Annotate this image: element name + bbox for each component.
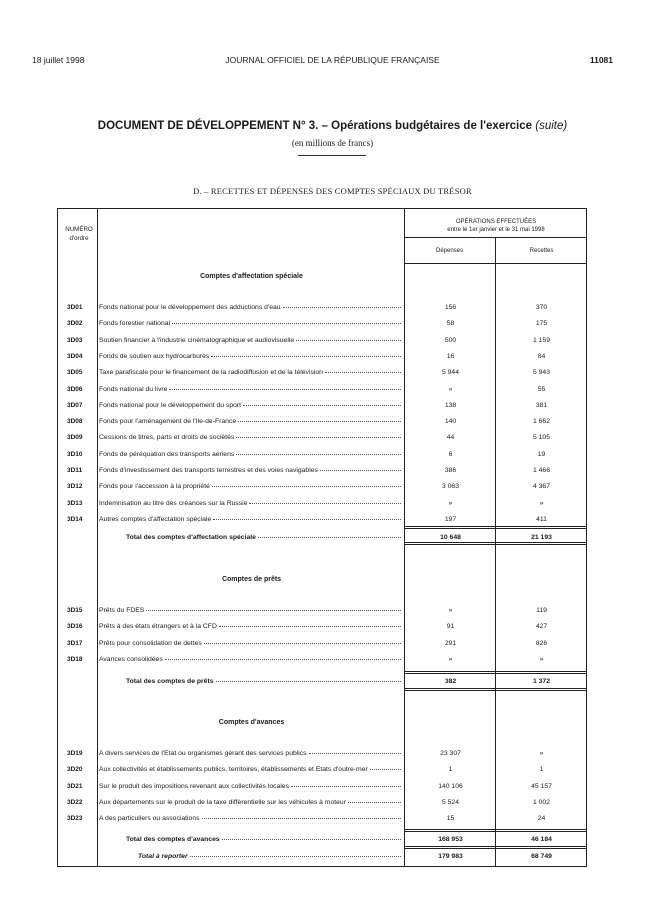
row-recettes: 24 [537, 815, 546, 823]
row-label-text: Cessions de titres, parts et droits de sociétés [99, 434, 235, 442]
row-label [99, 783, 402, 790]
row-recettes: 4 367 [532, 483, 550, 491]
row-code: 3D23 [67, 815, 83, 823]
row-label [99, 402, 402, 409]
column-header-operations [404, 218, 588, 234]
row-recettes: 19 [537, 450, 546, 458]
row-label [99, 451, 402, 458]
row-label-text: Fonds national pour le développement des adductions d'eau [99, 304, 281, 311]
row-depenses: » [448, 655, 453, 663]
table-row [58, 815, 588, 827]
accounts-table [57, 208, 587, 867]
row-recettes: 826 [535, 639, 548, 647]
total-row-prets [58, 678, 588, 690]
leader-dots [243, 402, 401, 406]
row-label-text: A des particuliers ou associations [99, 815, 200, 823]
row-depenses: 58 [446, 320, 455, 328]
leader-dots [219, 623, 401, 627]
total-row-affectation [58, 534, 588, 546]
unit-note: (en millions de francs) [291, 138, 374, 148]
group-heading-prets: Comptes de prêts [221, 576, 282, 583]
table-row [58, 418, 588, 430]
row-label-text: Fonds de soutien aux hydrocarbures [99, 352, 210, 360]
header-page-number: 11081 [589, 55, 613, 65]
total-rule [404, 671, 586, 672]
total-label-text: Total des comptes d'affectation spéciale [126, 534, 256, 541]
leader-dots [249, 500, 401, 504]
row-depenses: 6 [448, 450, 453, 458]
leader-dots [222, 836, 401, 840]
row-label [99, 607, 402, 614]
row-label-text: Fonds national pour le développement du sport [99, 401, 242, 409]
table-row [58, 623, 588, 635]
row-label [99, 320, 402, 327]
table-row [58, 656, 588, 668]
row-code: 3D19 [67, 750, 83, 757]
row-depenses: 500 [444, 336, 457, 344]
leader-dots [172, 320, 401, 324]
row-code: 3D06 [67, 385, 83, 393]
document-title-text: DOCUMENT DE DÉVELOPPEMENT N° 3. – Opérations budgétaires de l'exercice [97, 120, 533, 132]
report-depenses: 179 983 [438, 853, 463, 860]
total-rule [404, 528, 586, 529]
leader-dots [146, 607, 401, 611]
header-date: 18 juillet 1998 [32, 55, 85, 65]
row-label [99, 467, 402, 474]
leader-dots [165, 656, 401, 660]
row-depenses: 16 [446, 352, 455, 360]
leader-dots [283, 304, 401, 308]
row-label-text: Fonds d'investissement des transports terrestres et des voies navigables [99, 467, 318, 474]
row-label [99, 434, 402, 441]
table-row [58, 451, 588, 463]
row-label-text: Prêts du FDES [99, 607, 145, 614]
total-label-text: Total des comptes de prêts [126, 678, 214, 685]
row-depenses: 291 [444, 639, 457, 647]
row-label-text: Aux collectivités et établissements publics, territoires, établissements et États d'outre-mer [99, 766, 368, 774]
row-depenses: » [448, 499, 453, 507]
row-label-text: Fonds pour l'aménagement de l'Ile-de-France [99, 418, 237, 426]
row-depenses: 138 [444, 401, 457, 409]
row-label-text: Fonds forestier national [99, 320, 171, 328]
row-label-text: A divers services de l'Etat ou organismes gérant des services publics [99, 750, 307, 757]
leader-dots [211, 353, 401, 357]
leader-dots [236, 434, 401, 438]
leader-dots [370, 766, 401, 770]
row-code: 3D13 [67, 499, 83, 507]
leader-dots [204, 640, 401, 644]
row-label [99, 766, 402, 773]
group-heading-avances: Comptes d'avances [218, 719, 285, 726]
table-row [58, 607, 588, 619]
row-depenses: 5 944 [441, 369, 459, 377]
row-recettes: 5 105 [532, 434, 550, 442]
total-rule [404, 673, 586, 674]
report-recettes: 68 749 [531, 853, 552, 860]
total-label [126, 836, 402, 843]
total-rule [404, 829, 586, 830]
total-rule [404, 690, 586, 691]
row-label [99, 656, 402, 663]
table-row [58, 799, 588, 811]
row-code: 3D05 [67, 369, 83, 377]
total-depenses: 168 953 [438, 836, 463, 843]
row-recettes: 1 002 [532, 798, 550, 806]
leader-dots [169, 386, 401, 390]
table-row [58, 353, 588, 365]
row-label [99, 815, 402, 822]
row-label [99, 418, 402, 425]
row-depenses: » [448, 385, 453, 393]
total-a-reporter-row [58, 853, 588, 865]
row-label-text: Autres comptes d'affectation spéciale [99, 515, 212, 523]
total-rule [404, 526, 586, 527]
header-divider [404, 263, 586, 264]
leader-dots [212, 483, 401, 487]
report-label [138, 853, 402, 860]
row-code: 3D15 [67, 607, 83, 614]
row-recettes: 119 [536, 607, 547, 614]
row-code: 3D03 [67, 336, 83, 344]
row-recettes: 427 [535, 623, 548, 631]
row-label-text: Taxe parafiscale pour le financement de la radiodiffusion et de la télévision [99, 369, 323, 377]
header-divider [404, 237, 586, 238]
table-row [58, 320, 588, 332]
row-recettes: 55 [537, 385, 546, 393]
row-recettes: » [539, 655, 544, 663]
row-depenses: 91 [446, 623, 455, 631]
row-depenses: » [448, 607, 453, 614]
row-recettes: » [539, 499, 544, 507]
row-label-text: Soutien financier à l'industrie cinématographique et audiovisuelle [99, 336, 295, 344]
column-header-numero [60, 225, 98, 243]
row-label [99, 483, 402, 490]
total-rule [404, 831, 586, 832]
row-depenses: 44 [446, 434, 455, 442]
row-depenses: 1 [448, 766, 453, 774]
table-row [58, 467, 588, 479]
column-header-recettes: Recettes [529, 248, 554, 254]
row-code: 3D22 [67, 798, 83, 806]
row-recettes: » [539, 750, 544, 757]
leader-dots [296, 337, 401, 341]
leader-dots [238, 418, 401, 422]
total-rule [404, 848, 586, 849]
row-label-text: Aux départements sur le produit de la taxe différentielle sur les véhicules à moteur [99, 798, 346, 806]
row-code: 3D21 [67, 782, 83, 790]
total-depenses: 10 648 [440, 534, 461, 541]
total-row-avances [58, 836, 588, 848]
row-depenses: 15 [446, 815, 455, 823]
table-row [58, 369, 588, 381]
leader-dots [190, 853, 401, 857]
row-recettes: 5 943 [532, 369, 550, 377]
table-row [58, 640, 588, 652]
row-code: 3D11 [67, 467, 83, 474]
header-journal-title: JOURNAL OFFICIEL DE LA RÉPUBLIQUE FRANÇAISE [225, 55, 440, 65]
row-recettes: 1 466 [532, 467, 550, 474]
row-recettes: 370 [535, 304, 548, 311]
row-recettes: 381 [535, 401, 548, 409]
row-label-text: Indemnisation au titre des créances sur la Russie [99, 499, 248, 507]
leader-dots [291, 783, 401, 787]
row-label [99, 386, 402, 393]
total-recettes: 21 193 [531, 534, 552, 541]
total-label [126, 534, 402, 541]
leader-dots [320, 467, 401, 471]
row-depenses: 3 063 [441, 483, 459, 491]
table-row [58, 500, 588, 512]
row-recettes: 1 159 [532, 336, 550, 344]
leader-dots [348, 799, 401, 803]
row-recettes: 45 157 [531, 782, 552, 790]
operations-header-line1: OPÉRATIONS EFFECTUÉES [455, 219, 537, 225]
total-label [126, 678, 402, 685]
row-recettes: 1 662 [532, 418, 550, 426]
row-label [99, 500, 402, 507]
row-depenses: 197 [444, 515, 457, 523]
row-code: 3D09 [67, 434, 83, 442]
row-label [99, 750, 402, 757]
table-row [58, 766, 588, 778]
report-label-text: Total à reporter [138, 853, 188, 860]
row-label [99, 337, 402, 344]
row-recettes: 411 [536, 515, 547, 523]
section-heading: D. – RECETTES ET DÉPENSES DES COMPTES SPÉCIAUX DU TRÉSOR [193, 186, 472, 196]
group-heading-affectation: Comptes d'affectation spéciale [200, 273, 303, 280]
leader-dots [202, 815, 402, 819]
total-depenses: 382 [444, 678, 457, 685]
row-recettes: 1 [539, 766, 544, 774]
row-label-text: Avances consolidées [99, 655, 163, 663]
row-label-text: Fonds national du livre [99, 385, 168, 393]
row-code: 3D12 [67, 483, 83, 491]
row-code: 3D04 [67, 352, 83, 360]
total-recettes: 1 372 [532, 678, 550, 685]
leader-dots [236, 451, 401, 455]
table-row [58, 402, 588, 414]
row-recettes: 84 [537, 352, 546, 360]
row-code: 3D08 [67, 418, 83, 426]
column-header-depenses: Dépenses [435, 248, 464, 254]
row-code: 3D02 [67, 320, 83, 328]
row-label [99, 353, 402, 360]
row-code: 3D14 [67, 515, 83, 523]
row-code: 3D01 [67, 304, 83, 311]
leader-dots [258, 534, 401, 538]
row-code: 3D20 [67, 766, 83, 774]
leader-dots [213, 516, 401, 520]
table-row [58, 783, 588, 795]
leader-dots [216, 678, 402, 682]
row-label-text: Prêts à des états étrangers et à la CFD [99, 623, 217, 631]
row-depenses: 23 307 [440, 750, 461, 757]
total-recettes: 46 184 [531, 836, 552, 843]
title-rule [298, 155, 366, 156]
row-code: 3D16 [67, 623, 83, 631]
row-label-text: Fonds pour l'accession à la propriété [99, 483, 210, 491]
row-label [99, 640, 402, 647]
row-code: 3D18 [67, 655, 83, 663]
row-label [99, 799, 402, 806]
row-label [99, 369, 402, 376]
row-depenses: 5 524 [441, 798, 459, 806]
document-title [0, 120, 665, 132]
operations-header-line2: entre le 1er janvier et le 31 mai 1998 [447, 227, 545, 233]
table-row [58, 386, 588, 398]
leader-dots [309, 750, 401, 754]
row-depenses: 386 [444, 467, 457, 474]
row-label [99, 516, 402, 523]
row-label [99, 623, 402, 630]
leader-dots [325, 369, 401, 373]
column-header-numero-line1: NUMÉRO [65, 226, 93, 233]
row-code: 3D17 [67, 639, 83, 647]
row-depenses: 156 [444, 304, 457, 311]
row-code: 3D07 [67, 401, 83, 409]
row-depenses: 140 106 [438, 782, 463, 790]
total-label-text: Total des comptes d'avances [126, 836, 220, 843]
table-row [58, 750, 588, 762]
table-row [58, 304, 588, 316]
row-label-text: Sur le produit des impositions revenant aux collectivités locales [99, 782, 290, 790]
table-row [58, 434, 588, 446]
table-row [58, 337, 588, 349]
row-depenses: 140 [444, 418, 457, 426]
row-label-text: Prêts pour consolidation de dettes [99, 639, 202, 647]
row-code: 3D10 [67, 450, 83, 458]
row-label [99, 304, 402, 311]
column-header-numero-line2: d'ordre [69, 235, 89, 242]
table-row [58, 483, 588, 495]
document-title-suite: (suite) [535, 120, 568, 132]
row-recettes: 175 [535, 320, 548, 328]
row-label-text: Fonds de péréquation des transports aériens [99, 450, 235, 458]
